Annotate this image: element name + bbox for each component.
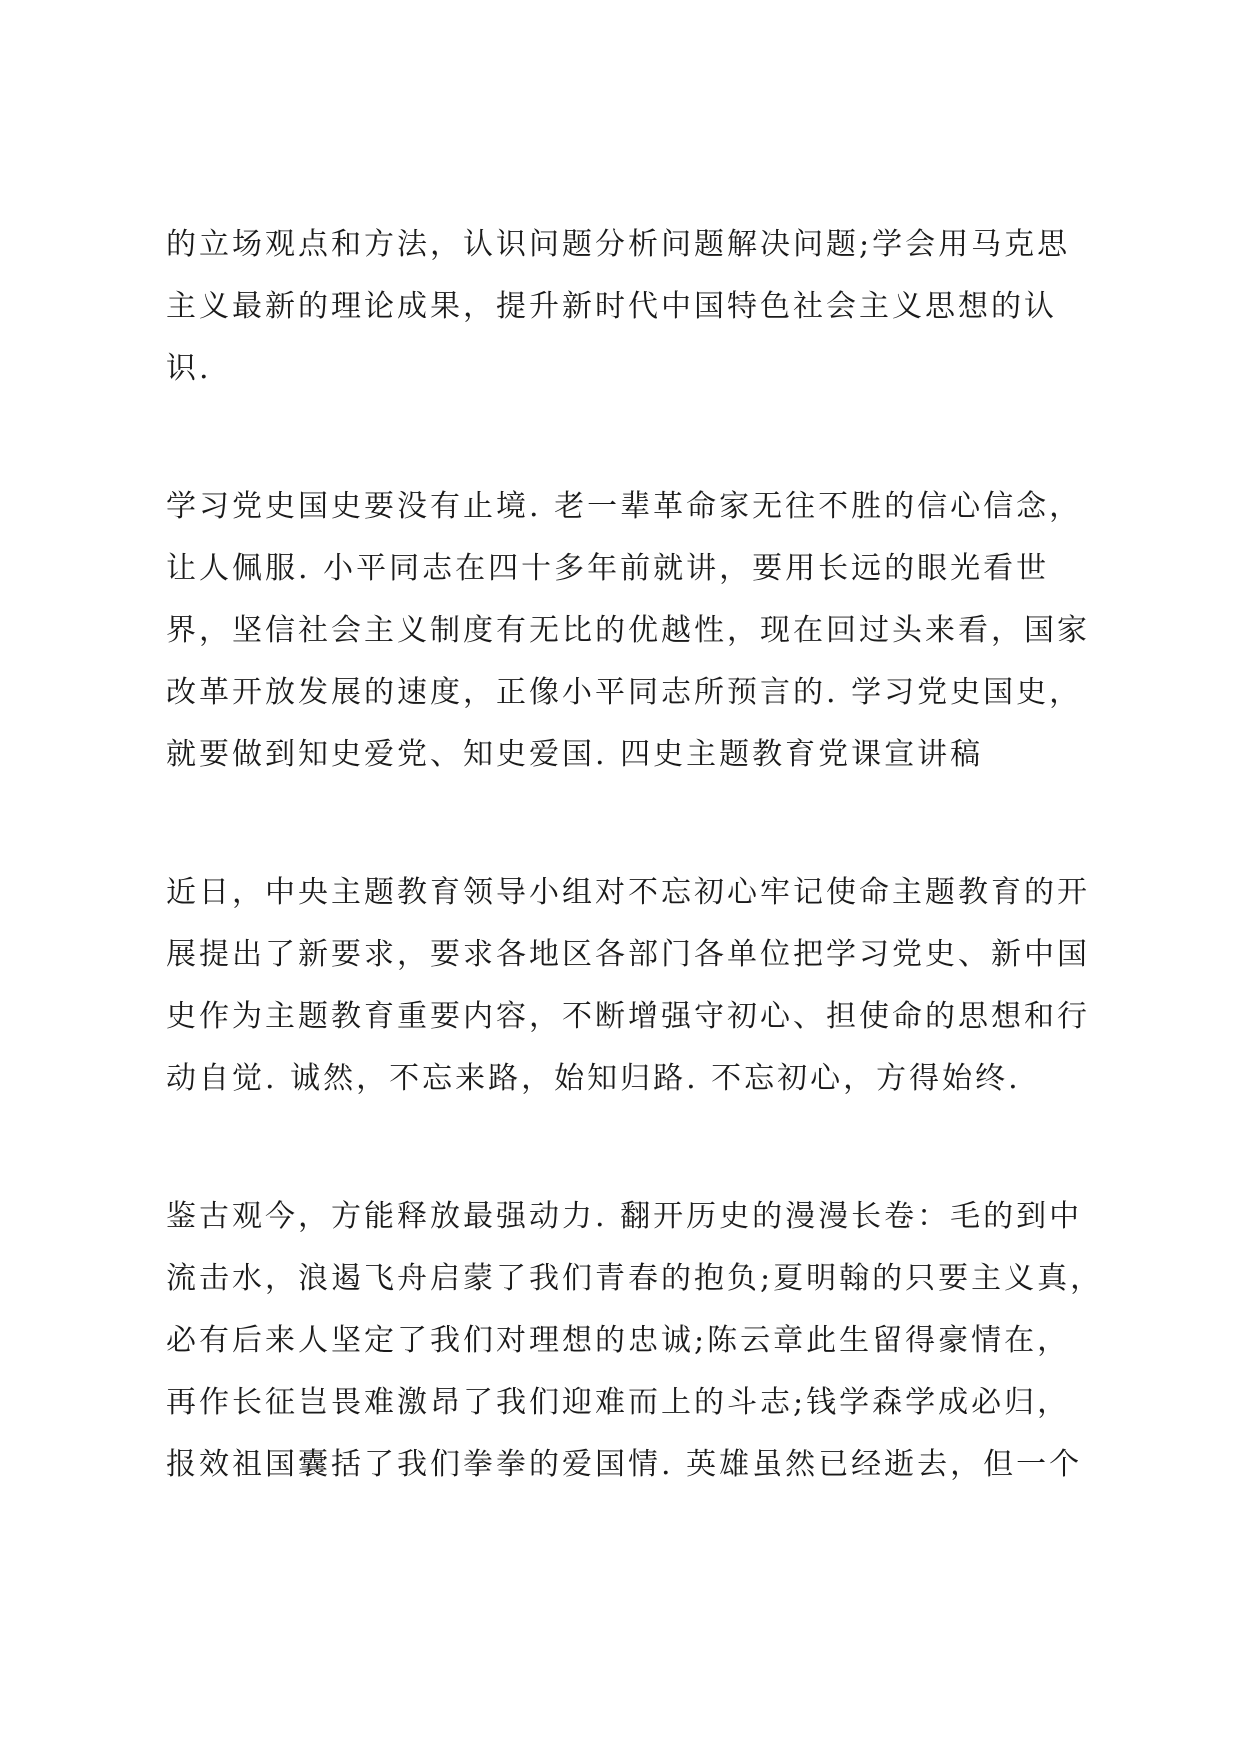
paragraph (166, 1194, 1104, 1504)
text-line: 的立场观点和方法，认识问题分析问题解决问题;学会用马克思 (166, 227, 1071, 262)
text-line: 再作长征岂畏难激昂了我们迎难而上的斗志;钱学森学成必归， (166, 1385, 1071, 1420)
text-line: 近日，中央主题教育领导小组对不忘初心牢记使命主题教育的开 (166, 875, 1090, 910)
text-line: 展提出了新要求，要求各地区各部门各单位把学习党史、新中国 (166, 937, 1090, 972)
text-line: 让人佩服. 小平同志在四十多年前就讲，要用长远的眼光看世 (166, 551, 1050, 586)
text-line: 鉴古观今，方能释放最强动力. 翻开历史的漫漫长卷：毛的到中 (166, 1199, 1083, 1234)
text-line: 改革开放发展的速度，正像小平同志所预言的. 学习党史国史， (166, 675, 1083, 710)
paragraph (166, 484, 1096, 794)
text-line: 界，坚信社会主义制度有无比的优越性，现在回过头来看，国家 (166, 613, 1090, 648)
paragraph (166, 222, 1096, 408)
text-line: 必有后来人坚定了我们对理想的忠诚;陈云章此生留得豪情在， (166, 1323, 1071, 1358)
document-body (166, 222, 1104, 1580)
text-line: 学习党史国史要没有止境. 老一辈革命家无往不胜的信心信念， (166, 489, 1083, 524)
text-line: 流击水，浪遏飞舟启蒙了我们青春的抱负;夏明翰的只要主义真， (166, 1261, 1104, 1296)
text-line: 史作为主题教育重要内容，不断增强守初心、担使命的思想和行 (166, 999, 1090, 1034)
text-line: 就要做到知史爱党、知史爱国. 四史主题教育党课宣讲稿 (166, 737, 984, 772)
paragraph (166, 870, 1096, 1118)
text-line: 动自觉. 诚然，不忘来路，始知归路. 不忘初心，方得始终. (166, 1061, 1021, 1096)
text-line: 主义最新的理论成果，提升新时代中国特色社会主义思想的认 (166, 289, 1057, 324)
text-line: 识. (166, 351, 212, 386)
text-line: 报效祖国囊括了我们拳拳的爱国情. 英雄虽然已经逝去，但一个 (166, 1447, 1083, 1482)
